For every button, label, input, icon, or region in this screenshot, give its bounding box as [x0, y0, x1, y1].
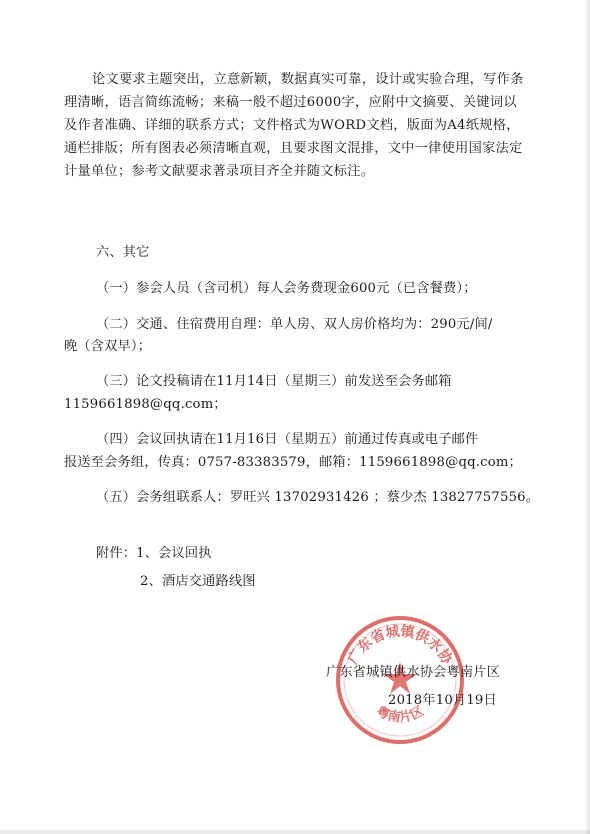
- scan-edge-shadow: [584, 0, 590, 834]
- attachments-label: 附件：1、会议回执: [96, 546, 212, 561]
- item-fee: （一）参会人员（含司机）每人会务费现金600元（已含餐费）；: [96, 281, 477, 296]
- item-receipt-line-2: 报送至会务组，传真：0757-83383579，邮箱：1159661898@qq.com；: [64, 455, 522, 470]
- paper-requirements-paragraph: 论文要求主题突出，立意新颖，数据真实可靠，设计或实验合理，写作条理清晰，语言简练流畅；来稿一般不超过6000字，应附中文摘要、关键词以及作者准确、详细的联系方式；文件格式为WORD文档，版面为A4纸规格，通栏排版；所有图表必须清晰直观，且要求图文混排，文中一律使用国家法定计量单位；参考文献要求著录项目齐全并随文标注。: [64, 72, 524, 179]
- item-transport-line-2: 晚（含双早）；: [64, 339, 152, 354]
- item-receipt-line-1: （四）会议回执请在11月16日（星期五）前通过传真或电子邮件: [96, 432, 479, 447]
- scan-bottom-shadow: [0, 830, 590, 834]
- signature-date: 2018年10月19日: [388, 693, 497, 708]
- item-paper-deadline-line-1: （三）论文投稿请在11月14日（星期三）前发送至会务邮箱: [96, 374, 452, 389]
- signature-organization: 广东省城镇供水协会粤南片区: [326, 665, 501, 680]
- section-heading-other: 六、其它: [96, 245, 150, 260]
- attachment-2: 2、酒店交通路线图: [140, 574, 256, 589]
- item-paper-deadline-line-2: 1159661898@qq.com；: [64, 397, 227, 412]
- seal-text-bottom: 粤南片区: [373, 703, 427, 726]
- seal-text-top: 广东省城镇供水协: [345, 623, 455, 668]
- item-transport-line-1: （二）交通、住宿费用自理：单人房、双人房价格均为：290元/间/: [96, 317, 493, 332]
- item-contacts: （五）会务组联系人：罗旺兴 13702931426 ；蔡少杰 13827757556。: [96, 490, 540, 505]
